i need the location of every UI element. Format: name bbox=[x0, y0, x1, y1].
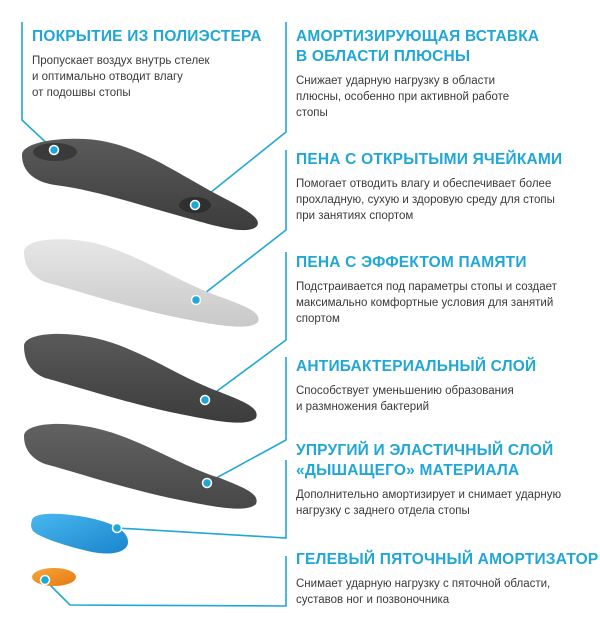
title-elastic: УПРУГИЙ И ЭЛАСТИЧНЫЙ СЛОЙ «ДЫШАЩЕГО» МАТЕРИАЛА bbox=[296, 442, 554, 479]
title-memory: ПЕНА С ЭФФЕКТОМ ПАМЯТИ bbox=[296, 254, 527, 271]
dot-gel-heel bbox=[41, 576, 50, 585]
title-gel-heel: ГЕЛЕВЫЙ ПЯТОЧНЫЙ АМОРТИЗАТОР bbox=[296, 551, 599, 568]
dot-open-cell bbox=[192, 296, 201, 305]
connector-metatarsal bbox=[195, 22, 286, 205]
desc-open-cell: Помогает отводить влагу и обеспечивает более прохладную, сухую и здоровую среду для стопы при занятиях спортом bbox=[296, 178, 555, 222]
layer-memory-foam bbox=[24, 334, 257, 423]
dot-metatarsal bbox=[191, 201, 200, 210]
desc-polyester: Пропускает воздух внутрь стелек и оптимально отводит влагу от подошвы стопы bbox=[32, 55, 210, 99]
desc-metatarsal: Снижает ударную нагрузку в области плюсны, особенно при активной работе стопы bbox=[296, 75, 510, 119]
title-antibacterial: АНТИБАКТЕРИАЛЬНЫЙ СЛОЙ bbox=[296, 358, 537, 375]
desc-gel-heel: Снимает ударную нагрузку с пяточной области, суставов ног и позвоночника bbox=[296, 578, 551, 606]
dot-polyester bbox=[50, 146, 59, 155]
title-open-cell: ПЕНА С ОТКРЫТЫМИ ЯЧЕЙКАМИ bbox=[296, 151, 563, 168]
dot-memory bbox=[201, 396, 210, 405]
connector-gel-heel bbox=[45, 556, 286, 606]
layer-blue-gel bbox=[31, 514, 128, 554]
title-metatarsal: АМОРТИЗИРУЮЩАЯ ВСТАВКА В ОБЛАСТИ ПЛЮСНЫ bbox=[296, 28, 540, 65]
desc-antibacterial: Способствует уменьшению образования и размножения бактерий bbox=[296, 385, 514, 413]
title-polyester: ПОКРЫТИЕ ИЗ ПОЛИЭСТЕРА bbox=[32, 28, 262, 45]
layer-orange-heel-gel bbox=[32, 568, 76, 586]
layer-antibacterial bbox=[24, 424, 257, 509]
desc-elastic: Дополнительно амортизирует и снимает ударную нагрузку с заднего отдела стопы bbox=[296, 489, 562, 517]
desc-memory: Подстраивается под параметры стопы и создает максимально комфортные условия для занятий спортом bbox=[296, 281, 557, 325]
layer-open-cell-foam bbox=[24, 239, 259, 326]
dot-antibacterial bbox=[203, 479, 212, 488]
dot-elastic bbox=[113, 524, 122, 533]
